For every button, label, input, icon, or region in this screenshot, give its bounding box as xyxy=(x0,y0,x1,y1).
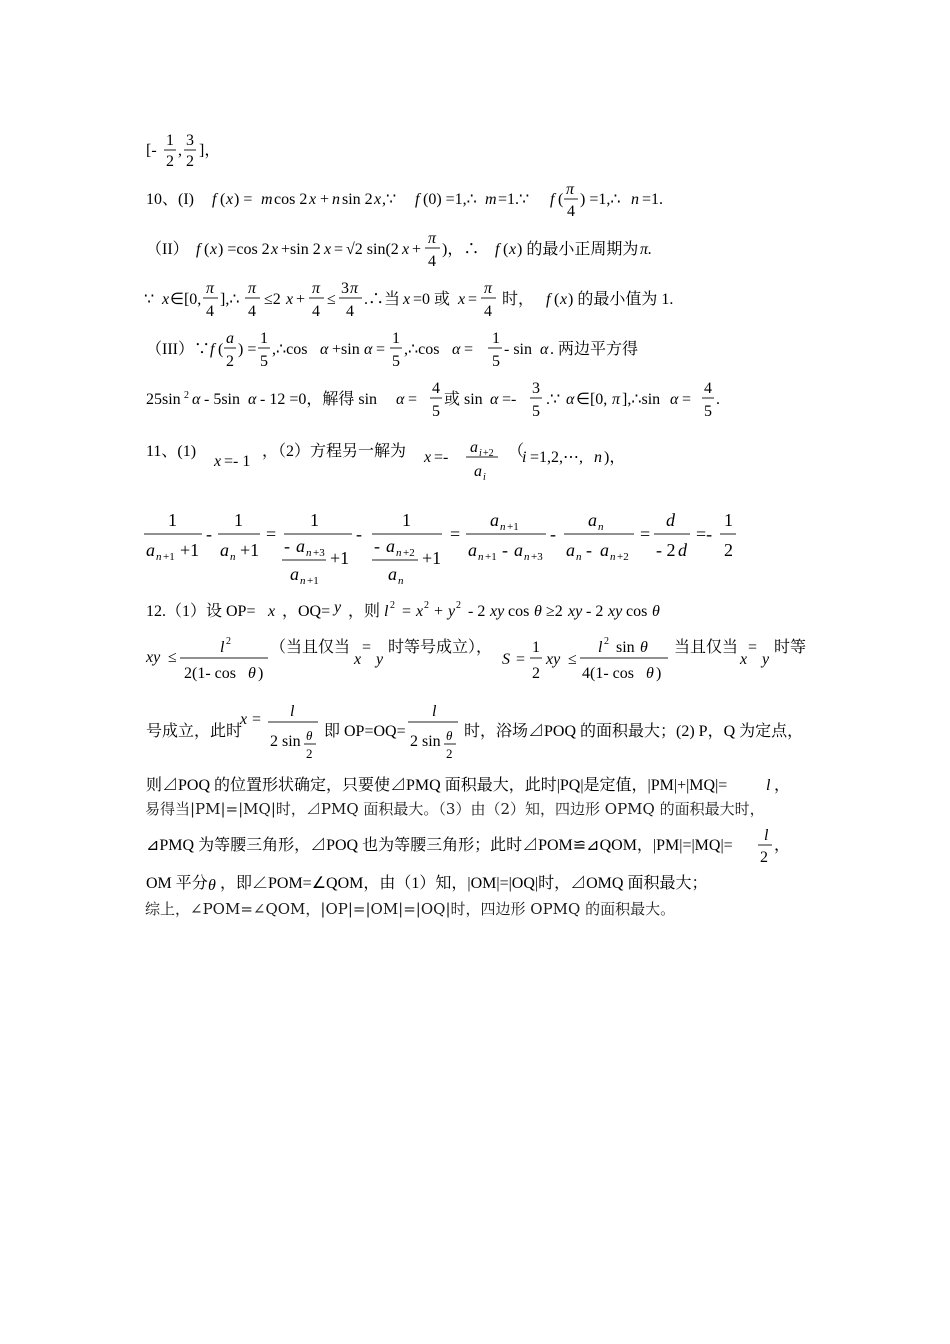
svg-text:,∴cos: ,∴cos xyxy=(272,341,308,358)
svg-text:2: 2 xyxy=(456,600,461,611)
svg-text:≥2: ≥2 xyxy=(546,603,563,620)
svg-text:=: = xyxy=(640,524,651,544)
svg-text:cos: cos xyxy=(508,603,530,620)
svg-text:4: 4 xyxy=(346,303,354,320)
svg-text:n: n xyxy=(610,551,616,563)
svg-text:x: x xyxy=(560,291,568,308)
problem-12-part-3-line-1 xyxy=(140,826,820,870)
svg-text:π: π xyxy=(206,280,215,297)
svg-text:x: x xyxy=(509,241,517,258)
svg-text:α: α xyxy=(540,341,549,358)
svg-text:1: 1 xyxy=(168,510,177,530)
svg-text:a: a xyxy=(146,540,155,560)
problem-12-conclusion: 综上，∠POM=∠QOM，|OP|=|OM|=|OQ|时，四边形 OPMQ 的面积最大。 xyxy=(145,900,676,918)
svg-text:（当且仅当: （当且仅当 xyxy=(270,639,351,656)
svg-text:√2 sin(2: √2 sin(2 xyxy=(346,241,399,258)
svg-text:x: x xyxy=(226,191,234,208)
svg-text:+1: +1 xyxy=(163,551,175,563)
svg-text:sin 2: sin 2 xyxy=(342,191,373,208)
svg-text:α: α xyxy=(566,391,575,408)
svg-text:f: f xyxy=(495,241,500,258)
svg-text:],∴sin: ],∴sin xyxy=(622,391,661,408)
svg-text:=- 1: =- 1 xyxy=(224,453,251,470)
svg-text:（III）∵: （III）∵ xyxy=(146,341,210,358)
svg-text:) =: ) = xyxy=(238,341,257,358)
svg-text:θ: θ xyxy=(646,665,654,682)
svg-text:y: y xyxy=(334,599,342,616)
svg-text:+2: +2 xyxy=(617,551,629,563)
svg-text:a: a xyxy=(226,330,234,347)
svg-text:y: y xyxy=(762,651,770,668)
svg-text:α: α xyxy=(452,341,461,358)
svg-text:，: ， xyxy=(774,837,791,854)
svg-text:π: π xyxy=(248,280,257,297)
svg-text:=: = xyxy=(516,651,526,668)
svg-text:4: 4 xyxy=(484,303,492,320)
svg-text:- sin: - sin xyxy=(504,341,532,358)
svg-text:4: 4 xyxy=(206,303,214,320)
problem-10-part-1 xyxy=(140,178,700,222)
svg-text:i: i xyxy=(522,449,527,466)
svg-text:4: 4 xyxy=(428,253,436,270)
svg-text:xy: xy xyxy=(568,603,583,620)
svg-text:α: α xyxy=(192,391,201,408)
svg-text:5: 5 xyxy=(432,403,440,420)
svg-text:2: 2 xyxy=(226,353,234,370)
svg-text:-: - xyxy=(284,536,290,556)
svg-text:n: n xyxy=(306,547,312,559)
svg-text:-: - xyxy=(550,524,556,544)
svg-text:=: = xyxy=(334,241,344,258)
svg-text:cos: cos xyxy=(626,603,648,620)
svg-text:α: α xyxy=(396,391,405,408)
svg-text:1: 1 xyxy=(234,510,243,530)
svg-text:1: 1 xyxy=(492,330,500,347)
svg-text:-: - xyxy=(586,540,592,560)
svg-text:-: - xyxy=(356,524,362,544)
svg-text:∵: ∵ xyxy=(144,291,155,308)
problem-12-part-2-line-2: 易得当|PM|=|MQ|时，⊿PMQ 面积最大。（3）由（2）知，四边形 OPMQ 的面积最大时， xyxy=(145,800,765,818)
svg-text:y: y xyxy=(448,603,456,620)
svg-text:3: 3 xyxy=(532,380,540,397)
svg-text:+1: +1 xyxy=(180,540,200,560)
svg-text:(: ( xyxy=(558,191,564,208)
svg-text:m: m xyxy=(261,191,273,208)
svg-text:5: 5 xyxy=(492,353,500,370)
svg-text:1: 1 xyxy=(724,510,733,530)
svg-text:π: π xyxy=(428,230,437,247)
svg-text:.∵: .∵ xyxy=(546,391,561,408)
svg-text:=1,2,⋯,: =1,2,⋯, xyxy=(530,449,584,466)
svg-text:+3: +3 xyxy=(531,551,543,563)
svg-text:-: - xyxy=(374,536,380,556)
svg-text:n: n xyxy=(300,575,306,587)
svg-text:a: a xyxy=(388,564,397,584)
svg-text:a: a xyxy=(514,540,523,560)
svg-text:2: 2 xyxy=(166,153,174,170)
svg-text:4(1- cos: 4(1- cos xyxy=(582,665,634,682)
svg-text:=: = xyxy=(682,391,692,408)
svg-text:2: 2 xyxy=(424,600,429,611)
svg-text:（II）: （II） xyxy=(146,241,189,258)
svg-text:+: + xyxy=(320,191,330,208)
svg-text:θ: θ xyxy=(248,665,256,682)
svg-text:) =1,∴: ) =1,∴ xyxy=(580,191,621,208)
svg-text:a: a xyxy=(588,510,597,530)
svg-text:5: 5 xyxy=(532,403,540,420)
svg-text:+1: +1 xyxy=(330,548,350,568)
svg-text:S: S xyxy=(502,651,510,668)
svg-text:l: l xyxy=(384,603,389,620)
svg-text:+1: +1 xyxy=(507,521,519,533)
svg-text:,∴cos: ,∴cos xyxy=(404,341,440,358)
svg-text:或 sin: 或 sin xyxy=(444,391,483,408)
svg-text:m: m xyxy=(485,191,497,208)
svg-text:=: = xyxy=(468,291,478,308)
svg-text:sin: sin xyxy=(616,639,635,656)
svg-text:a: a xyxy=(468,540,477,560)
svg-text:,∵: ,∵ xyxy=(382,191,397,208)
svg-text:θ: θ xyxy=(534,603,542,620)
svg-text:2: 2 xyxy=(446,746,453,761)
svg-text:时等号成立），: 时等号成立）， xyxy=(388,639,493,656)
problem-12-inequality xyxy=(140,634,820,690)
svg-text:. 两边平方得: . 两边平方得 xyxy=(550,341,639,358)
svg-text:xy: xy xyxy=(608,603,623,620)
svg-text:x: x xyxy=(286,291,294,308)
svg-text:d: d xyxy=(666,510,675,530)
svg-text:12.（1）设 OP=: 12.（1）设 OP= xyxy=(146,603,256,620)
svg-text:α: α xyxy=(248,391,257,408)
svg-text:=1.: =1. xyxy=(642,191,664,208)
svg-text:=: = xyxy=(450,524,461,544)
svg-text:+sin 2: +sin 2 xyxy=(281,241,321,258)
svg-text:(: ( xyxy=(554,291,560,308)
svg-text:a: a xyxy=(386,536,395,556)
svg-text:)，∴: )，∴ xyxy=(442,241,480,258)
svg-text:2: 2 xyxy=(184,390,189,401)
svg-text:a: a xyxy=(290,564,299,584)
svg-text:l: l xyxy=(432,703,437,720)
svg-text:l: l xyxy=(598,639,603,656)
svg-text:2: 2 xyxy=(604,636,609,647)
problem-12-max-area xyxy=(140,700,820,770)
svg-text:=: = xyxy=(408,391,418,408)
svg-text:+1: +1 xyxy=(307,575,319,587)
svg-text:): ) xyxy=(258,665,264,682)
svg-text:2: 2 xyxy=(532,665,540,682)
svg-text:l: l xyxy=(766,777,771,794)
svg-text:) =cos 2: ) =cos 2 xyxy=(218,241,270,258)
svg-text:+: + xyxy=(434,603,444,620)
svg-text:1: 1 xyxy=(260,330,268,347)
svg-text:≤: ≤ xyxy=(168,649,177,666)
svg-text:，即∠POM=∠QOM，由（1）知，|OM|=|OQ|时，⊿: ，即∠POM=∠QOM，由（1）知，|OM|=|OQ|时，⊿OMQ 面积最大； xyxy=(220,875,708,892)
svg-text:2: 2 xyxy=(226,636,231,647)
problem-10-part-2-range xyxy=(140,276,700,324)
svg-text:x: x xyxy=(374,191,382,208)
svg-text:≤2: ≤2 xyxy=(264,291,281,308)
svg-text:≤: ≤ xyxy=(568,651,577,668)
svg-text:+2: +2 xyxy=(403,547,415,559)
svg-text:n: n xyxy=(396,547,402,559)
svg-text:x: x xyxy=(416,603,424,620)
svg-text:f: f xyxy=(212,191,217,208)
svg-text:-: - xyxy=(206,524,212,544)
svg-text:(: ( xyxy=(204,241,210,258)
svg-text:+2: +2 xyxy=(483,448,494,459)
svg-text:=-: =- xyxy=(696,524,713,544)
svg-text:y: y xyxy=(376,651,384,668)
problem-12-part-1 xyxy=(140,592,740,626)
svg-text:xy: xy xyxy=(490,603,505,620)
svg-text:l: l xyxy=(290,703,295,720)
svg-text:+3: +3 xyxy=(313,547,325,559)
svg-text:4: 4 xyxy=(567,203,575,220)
svg-text:x: x xyxy=(458,291,466,308)
svg-text:π: π xyxy=(312,280,321,297)
svg-text:2 sin: 2 sin xyxy=(270,733,301,750)
svg-text:=1.∵: =1.∵ xyxy=(498,191,530,208)
svg-text:=0 或: =0 或 xyxy=(413,291,451,308)
svg-text:，: ， xyxy=(774,777,791,794)
svg-text:a: a xyxy=(474,463,482,480)
svg-text:=: = xyxy=(748,639,758,656)
svg-text:=: = xyxy=(362,639,372,656)
svg-text:+sin: +sin xyxy=(332,341,360,358)
svg-text:2 sin: 2 sin xyxy=(410,733,441,750)
svg-text:，OQ=: ，OQ= xyxy=(282,603,331,620)
svg-text:x: x xyxy=(271,241,279,258)
svg-text:∈[0,: ∈[0, xyxy=(576,391,608,408)
svg-text:时，: 时， xyxy=(502,291,535,308)
svg-text:5: 5 xyxy=(704,403,712,420)
svg-text:(: ( xyxy=(218,341,224,358)
problem-10-part-3 xyxy=(140,326,700,376)
svg-text:f: f xyxy=(415,191,420,208)
svg-text:α: α xyxy=(364,341,373,358)
svg-text:- 12 =0，解得 sin: - 12 =0，解得 sin xyxy=(260,391,378,408)
svg-text:x: x xyxy=(210,241,218,258)
svg-text:θ: θ xyxy=(208,877,216,894)
svg-text:x: x xyxy=(324,241,332,258)
svg-text:θ: θ xyxy=(446,728,453,743)
svg-text:11、(1): 11、(1) xyxy=(146,443,197,460)
svg-text:f: f xyxy=(196,241,201,258)
svg-text:(0) =1,∴: (0) =1,∴ xyxy=(423,191,477,208)
svg-text:d: d xyxy=(678,540,687,560)
svg-text:n: n xyxy=(594,449,602,466)
svg-text:x: x xyxy=(240,711,248,728)
svg-text:f: f xyxy=(210,341,215,358)
svg-text:.: . xyxy=(716,391,720,408)
svg-text:n: n xyxy=(598,521,604,533)
svg-text:2: 2 xyxy=(760,849,768,866)
svg-text:4: 4 xyxy=(312,303,320,320)
svg-text:a: a xyxy=(600,540,609,560)
svg-text:∈[0,: ∈[0, xyxy=(170,291,202,308)
svg-text:a: a xyxy=(566,540,575,560)
problem-10-part-3-solve xyxy=(140,376,740,426)
svg-text:f: f xyxy=(550,191,555,208)
svg-text:π: π xyxy=(484,280,493,297)
problem-12-part-3-line-2 xyxy=(140,866,820,896)
svg-text:当且仅当: 当且仅当 xyxy=(674,639,739,656)
svg-text:n: n xyxy=(398,575,404,587)
svg-text:=: = xyxy=(266,524,277,544)
svg-text:时，浴场⊿POQ 的面积最大；(2) P，Q 为定点，: 时，浴场⊿POQ 的面积最大；(2) P，Q 为定点， xyxy=(464,723,804,740)
svg-text:≤: ≤ xyxy=(327,291,336,308)
svg-text:+1: +1 xyxy=(422,548,442,568)
svg-text:5: 5 xyxy=(260,353,268,370)
svg-text:]，: ]， xyxy=(199,142,221,159)
svg-text:i: i xyxy=(479,448,482,459)
svg-text:n: n xyxy=(332,191,340,208)
svg-text:cos 2: cos 2 xyxy=(274,191,308,208)
svg-text:号成立，此时: 号成立，此时 xyxy=(146,723,243,740)
svg-text:a: a xyxy=(296,536,305,556)
svg-text:=: = xyxy=(376,341,386,358)
svg-text:θ: θ xyxy=(306,728,313,743)
svg-text:3: 3 xyxy=(341,280,349,297)
svg-text:l: l xyxy=(764,827,769,844)
svg-text:1: 1 xyxy=(166,132,174,149)
svg-text:-: - xyxy=(502,540,508,560)
svg-text:x: x xyxy=(402,241,410,258)
svg-text:π: π xyxy=(350,280,359,297)
svg-text:a: a xyxy=(470,439,478,456)
svg-text:,: , xyxy=(178,142,182,159)
svg-text:4: 4 xyxy=(432,380,440,397)
svg-text:1: 1 xyxy=(392,330,400,347)
problem-11-part-1 xyxy=(140,430,700,486)
svg-text:n: n xyxy=(500,521,506,533)
svg-text:- 2: - 2 xyxy=(468,603,486,620)
svg-text:θ: θ xyxy=(652,603,660,620)
svg-text:): ) xyxy=(656,665,662,682)
svg-text:x: x xyxy=(214,453,222,470)
svg-text:a: a xyxy=(220,540,229,560)
problem-11-equation xyxy=(140,504,760,592)
svg-text:2(1- cos: 2(1- cos xyxy=(184,665,236,682)
svg-text:10、(I): 10、(I) xyxy=(146,191,194,208)
svg-text:n: n xyxy=(576,551,582,563)
svg-text:1: 1 xyxy=(402,510,411,530)
interval-line xyxy=(140,128,260,172)
svg-text:x: x xyxy=(740,651,748,668)
svg-text:],∴: ],∴ xyxy=(220,291,240,308)
svg-text:时等: 时等 xyxy=(774,639,807,656)
svg-text:1: 1 xyxy=(310,510,319,530)
svg-text:θ: θ xyxy=(640,639,648,656)
svg-text:[-: [- xyxy=(146,142,157,159)
svg-text:5: 5 xyxy=(392,353,400,370)
svg-text:2: 2 xyxy=(390,600,395,611)
svg-text:- 2: - 2 xyxy=(586,603,604,620)
svg-text:x: x xyxy=(354,651,362,668)
svg-text:x: x xyxy=(268,603,276,620)
svg-text:α: α xyxy=(320,341,329,358)
svg-text:f: f xyxy=(546,291,551,308)
svg-text:+1: +1 xyxy=(485,551,497,563)
svg-text:a: a xyxy=(490,510,499,530)
svg-text:2: 2 xyxy=(306,746,313,761)
svg-text:=: = xyxy=(464,341,474,358)
svg-text:4: 4 xyxy=(704,380,712,397)
svg-text:则⊿POQ 的位置形状确定，只要使⊿PMQ 面积最大，此时|: 则⊿POQ 的位置形状确定，只要使⊿PMQ 面积最大，此时|PQ|是定值，|PM|+|MQ|= xyxy=(146,777,728,794)
svg-text:xy: xy xyxy=(146,649,161,666)
svg-text:3: 3 xyxy=(186,132,194,149)
svg-text:+1: +1 xyxy=(240,540,260,560)
svg-text:) 的最小正周期为: ) 的最小正周期为 xyxy=(517,241,639,258)
svg-text:)，: )， xyxy=(604,449,626,466)
svg-text:α: α xyxy=(670,391,679,408)
svg-text:1: 1 xyxy=(532,639,540,656)
svg-text:2: 2 xyxy=(724,540,733,560)
svg-text:n: n xyxy=(156,551,162,563)
svg-text:+: + xyxy=(412,241,422,258)
svg-text:π.: π. xyxy=(640,241,653,258)
svg-text:n: n xyxy=(230,551,236,563)
svg-text:n: n xyxy=(631,191,639,208)
svg-text:，则: ，则 xyxy=(348,603,381,620)
svg-text:- 5sin: - 5sin xyxy=(204,391,240,408)
svg-text:- 2: - 2 xyxy=(656,540,676,560)
svg-text:(: ( xyxy=(503,241,509,258)
svg-text:，（2）方程另一解为: ，（2）方程另一解为 xyxy=(262,443,407,460)
svg-text:x: x xyxy=(424,449,432,466)
svg-text:(: ( xyxy=(220,191,226,208)
problem-12-part-2-line-1 xyxy=(140,770,820,798)
svg-text:x: x xyxy=(309,191,317,208)
svg-text:=-: =- xyxy=(502,391,517,408)
svg-text:x: x xyxy=(162,291,170,308)
svg-text:4: 4 xyxy=(248,303,256,320)
svg-text:) =: ) = xyxy=(234,191,253,208)
svg-text:xy: xy xyxy=(546,651,561,668)
svg-text:n: n xyxy=(524,551,530,563)
svg-text:n: n xyxy=(478,551,484,563)
svg-text:⊿PMQ 为等腰三角形，⊿POQ 也为等腰三角形；此时⊿PO: ⊿PMQ 为等腰三角形，⊿POQ 也为等腰三角形；此时⊿POM≌⊿QOM，|PM|=|MQ|= xyxy=(146,837,733,854)
svg-text:π: π xyxy=(612,391,621,408)
svg-text:x: x xyxy=(403,291,411,308)
svg-text:i: i xyxy=(483,472,486,483)
svg-text:25sin: 25sin xyxy=(146,391,181,408)
problem-10-part-2 xyxy=(140,226,700,272)
svg-text:l: l xyxy=(220,639,225,656)
svg-text:=: = xyxy=(252,711,262,728)
svg-text:π: π xyxy=(566,181,575,198)
svg-text:2: 2 xyxy=(186,153,194,170)
svg-text:=: = xyxy=(402,603,412,620)
svg-text:.∴当: .∴当 xyxy=(364,291,401,308)
svg-text:OM 平分: OM 平分 xyxy=(146,875,208,892)
svg-text:即 OP=OQ=: 即 OP=OQ= xyxy=(324,723,406,740)
svg-text:（: （ xyxy=(508,443,525,460)
svg-text:+: + xyxy=(296,291,306,308)
svg-text:=-: =- xyxy=(434,449,449,466)
svg-text:) 的最小值为 1.: ) 的最小值为 1. xyxy=(568,291,674,308)
svg-text:α: α xyxy=(490,391,499,408)
